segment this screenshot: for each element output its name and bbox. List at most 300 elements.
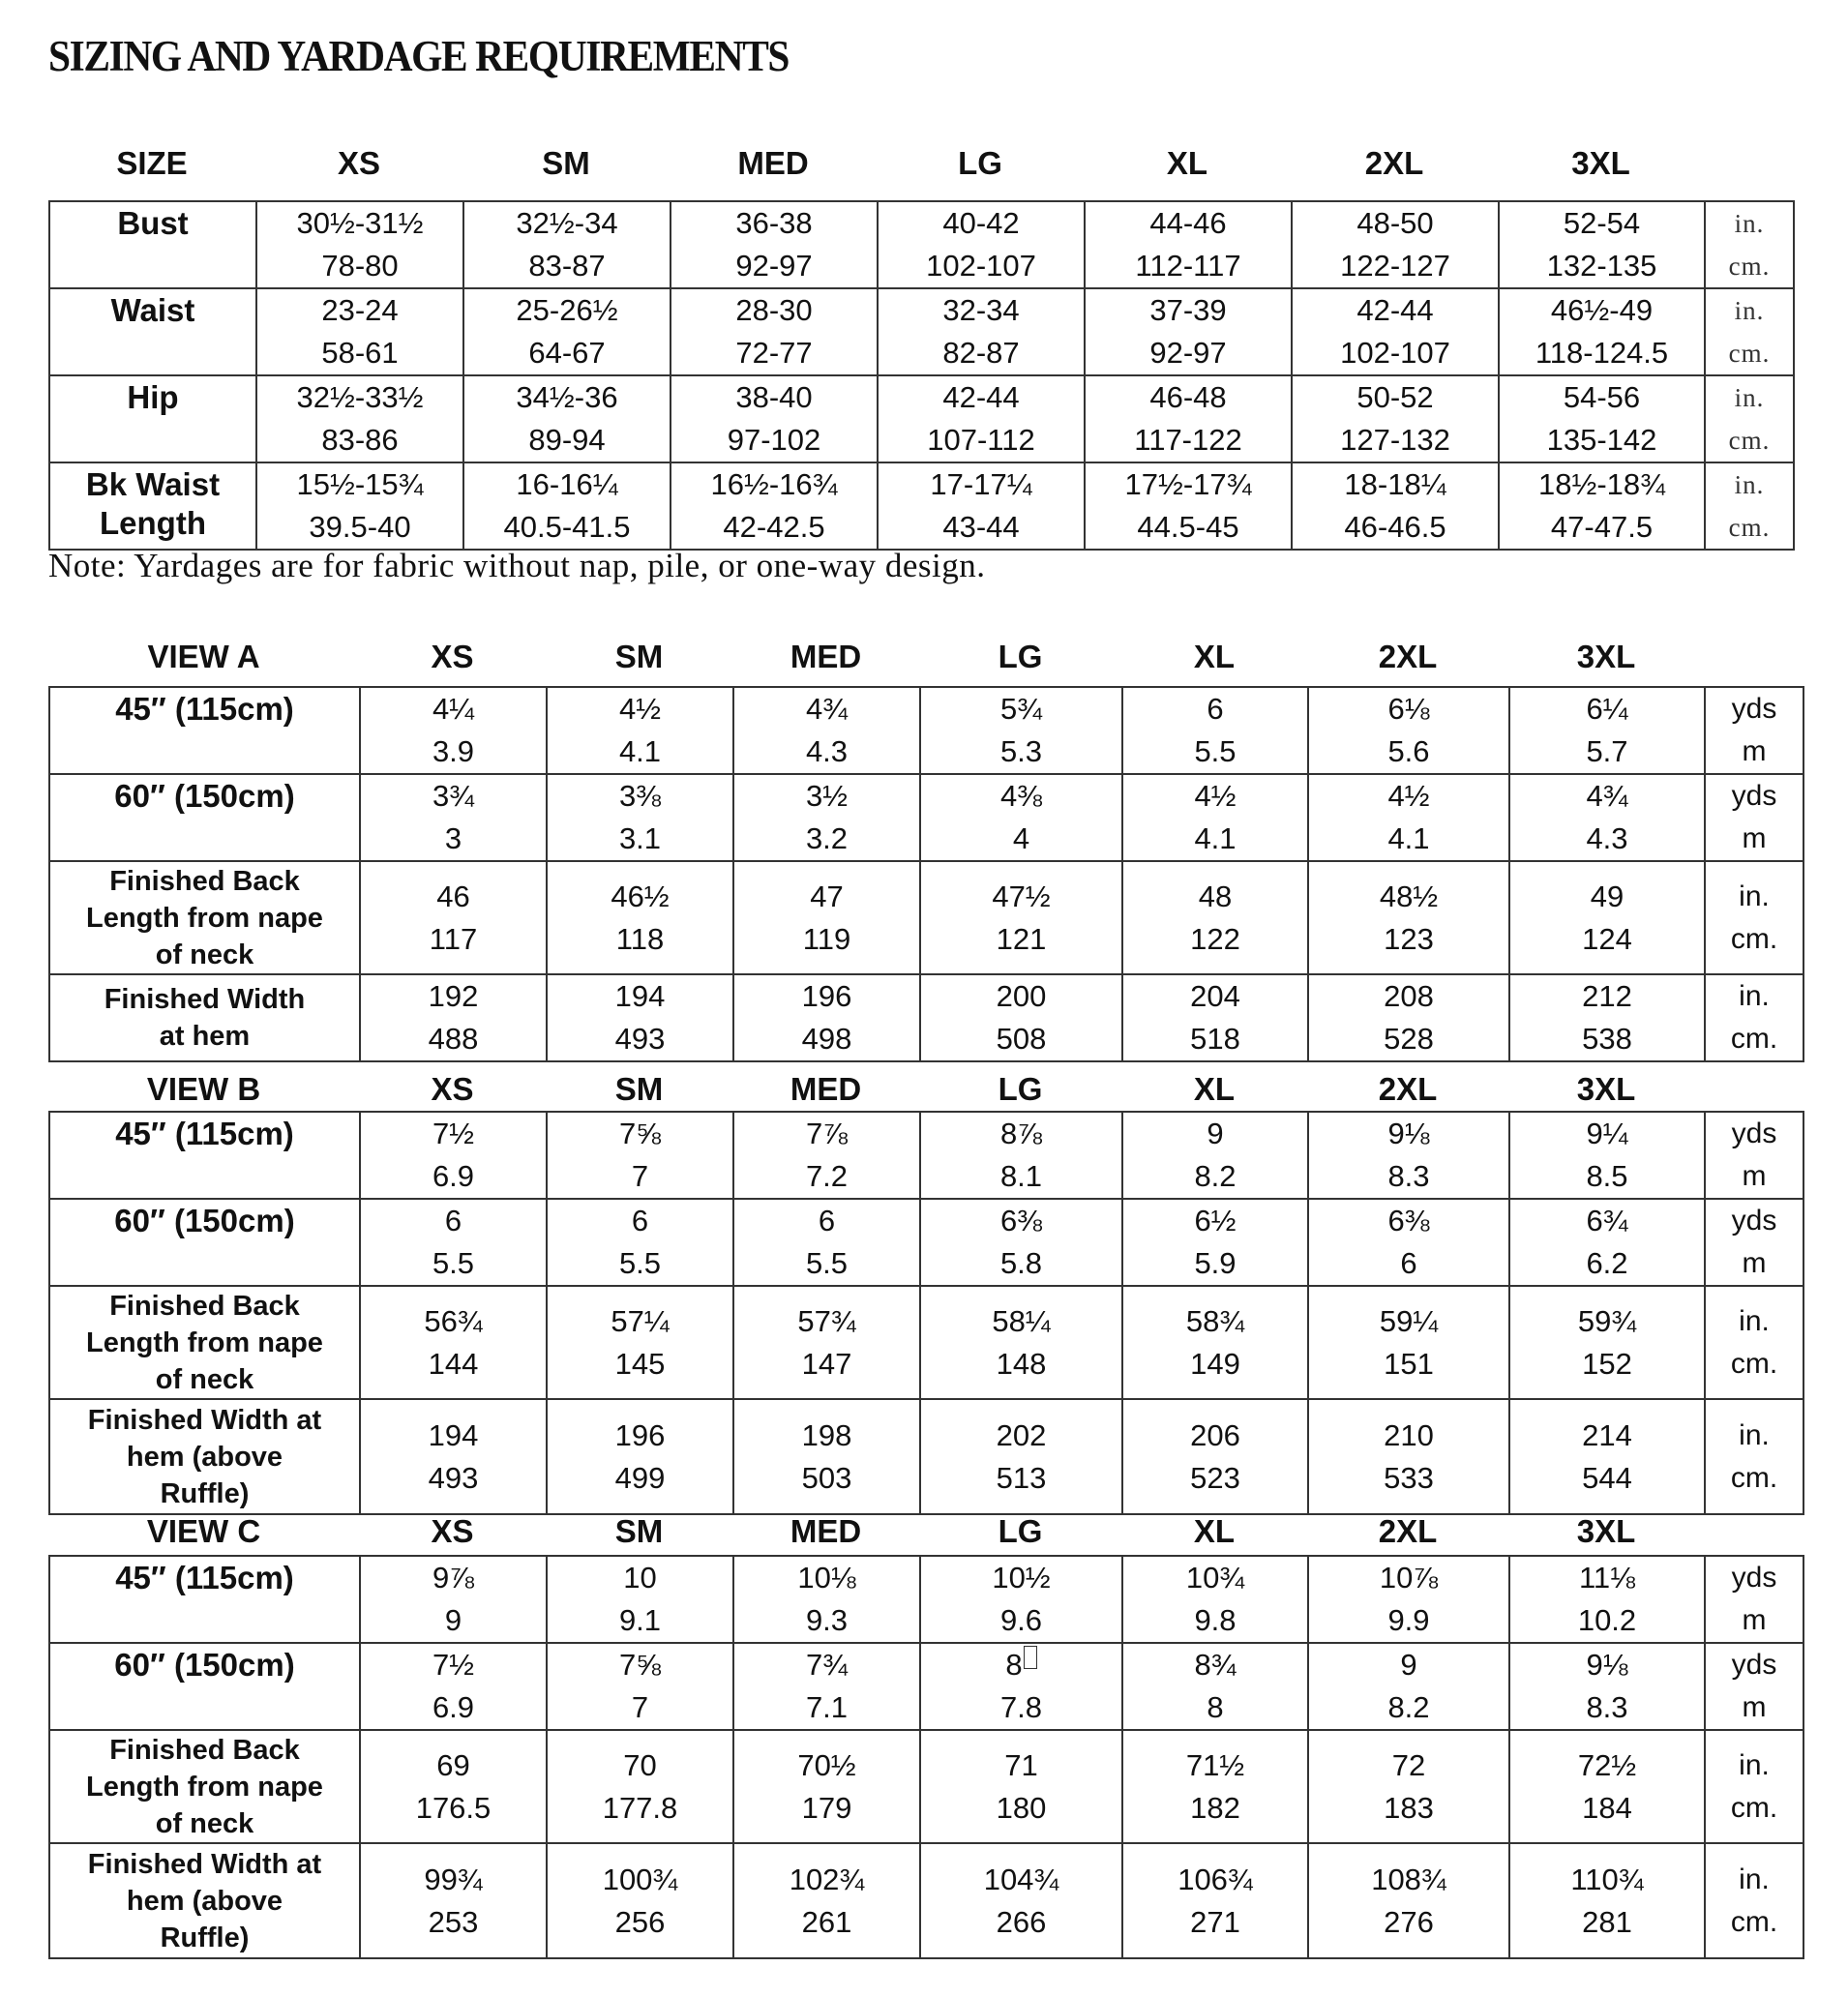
cm-value: 107-112 [927, 423, 1035, 457]
yardage-cell [547, 1730, 733, 1843]
primary-value-text: 9⅛ [1586, 1648, 1628, 1682]
secondary-value: 8.2 [1194, 1159, 1237, 1193]
unit-secondary: cm. [1730, 1461, 1778, 1494]
size-column-header: XL [1166, 145, 1208, 181]
measurement-cell [1085, 462, 1292, 550]
secondary-value: 253 [428, 1904, 479, 1939]
row-label [49, 1643, 360, 1730]
primary-value [1309, 1644, 1508, 1686]
primary-value-text: 59¼ [1379, 1303, 1439, 1338]
measurement-cell [463, 375, 671, 462]
primary-value [921, 1859, 1121, 1901]
secondary-value: 8.3 [1586, 1690, 1628, 1724]
row-label-line: Finished Back [109, 1290, 300, 1322]
primary-value-text: 48½ [1379, 879, 1439, 913]
primary-value [548, 688, 732, 730]
yardage-cell [1122, 861, 1308, 974]
primary-value [921, 1415, 1121, 1457]
primary-value [1510, 1113, 1704, 1155]
inches-value: 42-44 [1356, 293, 1434, 327]
primary-value-text: 192 [428, 979, 479, 1013]
secondary-value: 513 [996, 1460, 1047, 1495]
size-column-header: LG [998, 1071, 1043, 1107]
measurement-cell [1499, 288, 1705, 375]
primary-value [361, 775, 546, 818]
yardage-cell [1509, 1199, 1705, 1286]
primary-value-text: 49 [1590, 879, 1624, 913]
secondary-value: 261 [801, 1904, 852, 1939]
primary-value [361, 1644, 546, 1686]
row-label-line: hem (above [126, 1885, 283, 1917]
secondary-value: 488 [428, 1022, 479, 1056]
primary-value-text: 48 [1198, 879, 1233, 913]
primary-value-text: 8 [1005, 1648, 1023, 1682]
row-label [49, 687, 360, 774]
measurement-cell [1292, 201, 1499, 288]
yardage-cell [733, 1843, 920, 1958]
primary-value [361, 1744, 546, 1787]
primary-value [1123, 688, 1307, 730]
cm-value: 132-135 [1546, 249, 1657, 283]
primary-value [1123, 1300, 1307, 1343]
inches-value: 48-50 [1356, 206, 1434, 240]
primary-value [548, 1859, 732, 1901]
cm-value: 112-117 [1135, 249, 1241, 283]
inches-value: 54-56 [1563, 380, 1641, 414]
yardage-cell [1122, 1399, 1308, 1514]
primary-value-text: 56¾ [424, 1303, 483, 1338]
size-column-header: XS [337, 145, 381, 181]
size-row-bk-waist-length [49, 462, 1794, 550]
secondary-value: 118 [615, 921, 665, 956]
primary-value [1510, 1557, 1704, 1599]
primary-value [921, 1200, 1121, 1242]
row-label-line: of neck [155, 1363, 254, 1395]
size-column-header: MED [790, 1513, 862, 1549]
measurement-cell [1292, 375, 1499, 462]
yardage-cell [547, 974, 733, 1061]
cm-value: 92-97 [735, 249, 813, 283]
secondary-value: 5.5 [432, 1246, 475, 1280]
secondary-value: 4.1 [1387, 821, 1430, 855]
primary-value-text: 7⅞ [805, 1117, 849, 1150]
row-label-text: Waist [110, 292, 195, 328]
primary-value [548, 876, 732, 918]
primary-value [1510, 975, 1704, 1018]
size-column-header: 2XL [1378, 639, 1438, 674]
yardage-cell [1308, 974, 1509, 1061]
secondary-value: 508 [996, 1022, 1047, 1056]
secondary-value: 177.8 [602, 1790, 678, 1825]
row-label [49, 288, 256, 375]
primary-value-text: 57¼ [611, 1303, 670, 1338]
primary-value [1309, 1200, 1508, 1242]
primary-value [1309, 1859, 1508, 1901]
yardage-cell [1509, 1730, 1705, 1843]
yardage-cell [360, 1286, 547, 1399]
secondary-value: 9.3 [805, 1603, 849, 1637]
inches-value: 25-26½ [516, 293, 618, 327]
primary-value [1510, 1644, 1704, 1686]
row-label-line: of neck [155, 1807, 254, 1839]
primary-value-text: 202 [996, 1417, 1047, 1452]
unit-inches: in. [1734, 209, 1765, 238]
measurement-cell [1085, 375, 1292, 462]
primary-value [548, 1113, 732, 1155]
size-column-header: 3XL [1571, 145, 1630, 181]
row-label-line: Bk Waist [85, 466, 221, 502]
primary-value [1309, 975, 1508, 1018]
secondary-value: 271 [1190, 1904, 1240, 1939]
yardage-cell [1122, 687, 1308, 774]
yardage-cell [920, 774, 1122, 861]
missing-glyph-icon [1024, 1646, 1037, 1669]
primary-value [734, 1744, 919, 1787]
primary-value-text: 212 [1582, 979, 1632, 1013]
row-label-line: Ruffle) [160, 1922, 250, 1953]
secondary-value: 3 [444, 821, 462, 855]
primary-value-text: 4¾ [1586, 779, 1628, 813]
yardage-cell [547, 774, 733, 861]
secondary-value: 4.3 [805, 734, 849, 768]
yardage-cell [920, 1199, 1122, 1286]
yardage-cell [360, 1730, 547, 1843]
row-label-line: hem (above [126, 1441, 283, 1473]
yardage-cell [920, 1643, 1122, 1730]
unit-cm: cm. [1728, 339, 1771, 368]
unit-secondary: m [1742, 1247, 1767, 1279]
cm-value: 78-80 [321, 249, 399, 283]
size-row-bust [49, 201, 1794, 288]
unit-cm: cm. [1728, 252, 1771, 281]
secondary-value: 7.8 [999, 1690, 1043, 1724]
row-label [49, 1199, 360, 1286]
yardage-cell [360, 687, 547, 774]
inches-value: 46-48 [1149, 380, 1227, 414]
primary-value [921, 1644, 1121, 1686]
inches-value: 44-46 [1149, 206, 1227, 240]
yardage-cell [1122, 1643, 1308, 1730]
row-label-line: Length from nape [86, 902, 323, 934]
inches-value: 46½-49 [1550, 293, 1654, 327]
inches-value: 34½-36 [516, 380, 618, 414]
unit-cell [1705, 687, 1803, 774]
row-label-line: 45″ (115cm) [115, 1560, 294, 1595]
size-column-header: SM [614, 1513, 664, 1549]
size-column-header: LG [998, 1513, 1043, 1549]
view-label: VIEW B [146, 1071, 261, 1107]
cm-value: 72-77 [735, 336, 813, 370]
size-column-header: 3XL [1576, 639, 1636, 674]
row-label-line: Length [100, 505, 206, 541]
yardage-cell [547, 1199, 733, 1286]
size-column-header: XL [1193, 1513, 1236, 1549]
secondary-value: 256 [614, 1904, 666, 1939]
cm-value: 127-132 [1340, 423, 1450, 457]
measurement-cell [878, 201, 1085, 288]
size-column-header: SM [614, 639, 664, 674]
yardage-cell [733, 774, 920, 861]
primary-value-text: 70 [623, 1747, 657, 1782]
primary-value-text: 58¼ [992, 1303, 1051, 1338]
size-column-header: XL [1193, 1071, 1236, 1107]
secondary-value: 281 [1582, 1904, 1632, 1939]
primary-value-text: 5¾ [999, 692, 1043, 726]
primary-value [548, 975, 732, 1018]
size-header-label: SIZE [116, 145, 188, 181]
unit-cm: cm. [1728, 513, 1771, 542]
yardage-row [49, 1843, 1803, 1958]
yardage-cell [1308, 1399, 1509, 1514]
primary-value [1309, 775, 1508, 818]
yardage-row [49, 861, 1803, 974]
primary-value [1123, 1644, 1307, 1686]
inches-value: 28-30 [735, 293, 813, 327]
yardage-cell [360, 1843, 547, 1958]
primary-value [1123, 1744, 1307, 1787]
primary-value [734, 876, 919, 918]
unit-secondary: m [1742, 822, 1767, 854]
measurement-cell [878, 288, 1085, 375]
unit-primary: yds [1731, 1649, 1777, 1681]
inches-value: 42-44 [942, 380, 1020, 414]
row-label [49, 375, 256, 462]
yardage-cell [1308, 1730, 1509, 1843]
primary-value-text: 72½ [1577, 1747, 1637, 1782]
primary-value [548, 1200, 732, 1242]
yardage-table [48, 686, 1804, 1062]
primary-value [548, 1644, 732, 1686]
yardage-row [49, 687, 1803, 774]
secondary-value: 538 [1582, 1022, 1632, 1056]
size-column-header: LG [958, 145, 1002, 181]
secondary-value: 7.1 [805, 1690, 849, 1724]
inches-value: 16-16¼ [516, 467, 618, 501]
primary-value [734, 1644, 919, 1686]
yardage-cell [1509, 1112, 1705, 1199]
size-column-header: XS [431, 639, 474, 674]
yardage-cell [1509, 1843, 1705, 1958]
unit-inches: in. [1734, 383, 1765, 412]
inches-value: 18½-18¾ [1538, 467, 1665, 501]
primary-value [361, 876, 546, 918]
yardage-cell [920, 1399, 1122, 1514]
secondary-value: 518 [1190, 1022, 1240, 1056]
secondary-value: 493 [428, 1460, 479, 1495]
primary-value-text: 8⅞ [999, 1117, 1043, 1150]
primary-value-text: 8¾ [1194, 1648, 1237, 1682]
primary-value [361, 688, 546, 730]
yardage-cell [733, 1199, 920, 1286]
primary-value-text: 70½ [797, 1747, 856, 1782]
secondary-value: 3.1 [618, 821, 662, 855]
inches-value: 36-38 [735, 206, 813, 240]
yardage-cell [360, 1199, 547, 1286]
inches-value: 18-18¼ [1344, 467, 1446, 501]
secondary-value: 119 [802, 921, 851, 956]
secondary-value: 121 [996, 921, 1047, 956]
primary-value-text: 4½ [1194, 779, 1237, 813]
primary-value [734, 1557, 919, 1599]
unit-primary: in. [1739, 879, 1770, 912]
cm-value: 83-86 [321, 423, 399, 457]
unit-cell [1705, 1112, 1803, 1199]
unit-cell [1705, 1643, 1803, 1730]
measurement-cell [1085, 288, 1292, 375]
yardage-cell [547, 687, 733, 774]
unit-secondary: m [1742, 1604, 1767, 1636]
unit-cell [1705, 1286, 1803, 1399]
secondary-value: 176.5 [415, 1790, 492, 1825]
yardage-cell [733, 1556, 920, 1643]
yardage-cell [733, 1112, 920, 1199]
primary-value-text: 208 [1384, 979, 1434, 1013]
inches-value: 32½-34 [516, 206, 618, 240]
unit-primary: yds [1731, 780, 1777, 812]
secondary-value: 528 [1384, 1022, 1434, 1056]
primary-value-text: 4¾ [805, 692, 849, 726]
secondary-value: 5.7 [1586, 734, 1628, 768]
primary-value-text: 46½ [611, 879, 670, 913]
primary-value-text: 9⅞ [432, 1561, 475, 1595]
secondary-value: 151 [1384, 1346, 1434, 1381]
size-column-header: 2XL [1364, 145, 1424, 181]
measurement-cell [671, 201, 878, 288]
primary-value [1123, 1415, 1307, 1457]
inches-value: 16½-16¾ [710, 467, 838, 501]
measurement-cell [1499, 201, 1705, 288]
row-label-line: Finished Width at [87, 1404, 322, 1436]
inches-value: 52-54 [1563, 206, 1641, 240]
measurement-cell [463, 462, 671, 550]
measurement-cell [463, 288, 671, 375]
secondary-value: 8.5 [1586, 1159, 1628, 1193]
primary-value-text: 106¾ [1177, 1862, 1253, 1896]
primary-value [1309, 1300, 1508, 1343]
primary-value [361, 1113, 546, 1155]
unit-cell [1705, 1730, 1803, 1843]
cm-value: 82-87 [942, 336, 1020, 370]
row-label-line: Ruffle) [160, 1477, 250, 1509]
yardage-cell [360, 1399, 547, 1514]
cm-value: 64-67 [528, 336, 606, 370]
primary-value [1309, 688, 1508, 730]
primary-value-text: 69 [436, 1747, 470, 1782]
yardage-cell [733, 1643, 920, 1730]
inches-value: 32-34 [942, 293, 1020, 327]
primary-value-text: 71½ [1185, 1747, 1245, 1782]
secondary-value: 9.9 [1387, 1603, 1430, 1637]
primary-value-text: 200 [996, 979, 1047, 1013]
primary-value-text: 104¾ [983, 1862, 1059, 1896]
unit-secondary: cm. [1730, 1347, 1778, 1380]
cm-value: 102-107 [926, 249, 1036, 283]
secondary-value: 8 [1207, 1690, 1224, 1724]
primary-value-text: 9¼ [1586, 1117, 1628, 1150]
unit-cell [1705, 861, 1803, 974]
secondary-value: 276 [1384, 1904, 1434, 1939]
cm-value: 40.5-41.5 [503, 510, 631, 544]
row-label-line: Finished Width [104, 984, 306, 1015]
row-label [49, 462, 256, 550]
secondary-value: 498 [801, 1022, 852, 1056]
row-label [49, 974, 360, 1061]
measurement-cell [256, 201, 463, 288]
primary-value [734, 1113, 919, 1155]
view-label: VIEW C [146, 1513, 261, 1549]
size-column-header: MED [737, 145, 809, 181]
yardage-cell [1308, 1199, 1509, 1286]
primary-value [548, 1557, 732, 1599]
yardage-cell [1308, 1843, 1509, 1958]
primary-value-text: 72 [1391, 1747, 1426, 1782]
secondary-value: 123 [1384, 921, 1434, 956]
primary-value [921, 1113, 1121, 1155]
primary-value-text: 6½ [1194, 1204, 1237, 1237]
measurement-cell [256, 462, 463, 550]
unit-cell [1705, 375, 1794, 462]
cm-value: 135-142 [1546, 423, 1657, 457]
yardage-cell [1509, 774, 1705, 861]
measurement-cell [878, 462, 1085, 550]
primary-value-text: 4½ [1387, 779, 1430, 813]
measurement-cell [878, 375, 1085, 462]
row-label [49, 1399, 360, 1514]
yardage-cell [920, 687, 1122, 774]
row-label-line: Finished Back [109, 1734, 300, 1766]
unit-primary: yds [1731, 1205, 1777, 1237]
row-label [49, 201, 256, 288]
primary-value-text: 7¾ [805, 1648, 849, 1682]
size-column-header: SM [542, 145, 590, 181]
yardage-row [49, 1399, 1803, 1514]
primary-value [921, 775, 1121, 818]
unit-inches: in. [1734, 470, 1765, 499]
yardage-row [49, 1643, 1803, 1730]
primary-value-text: 6¾ [1586, 1204, 1628, 1237]
inches-value: 32½-33½ [296, 380, 424, 414]
primary-value-text: 11⅛ [1578, 1561, 1636, 1595]
yardage-cell [547, 861, 733, 974]
unit-secondary: cm. [1730, 922, 1778, 955]
yardage-table [48, 1555, 1804, 1959]
primary-value-text: 196 [614, 1417, 666, 1452]
primary-value [548, 1415, 732, 1457]
cm-value: 92-97 [1149, 336, 1227, 370]
secondary-value: 10.2 [1577, 1603, 1637, 1637]
yardage-cell [1509, 861, 1705, 974]
yardage-cell [1509, 1643, 1705, 1730]
unit-cell [1705, 1843, 1803, 1958]
secondary-value: 5.5 [1194, 734, 1237, 768]
row-label-line: Finished Back [109, 865, 300, 897]
yardage-cell [1122, 774, 1308, 861]
primary-value [734, 1200, 919, 1242]
measurement-cell [1499, 375, 1705, 462]
primary-value [1510, 876, 1704, 918]
yardage-cell [360, 861, 547, 974]
yardage-cell [360, 974, 547, 1061]
primary-value [548, 1744, 732, 1787]
primary-value-text: 4½ [618, 692, 662, 726]
cm-value: 39.5-40 [309, 510, 411, 544]
cm-value: 89-94 [528, 423, 606, 457]
primary-value-text: 10⅛ [797, 1561, 856, 1595]
unit-cell [1705, 1199, 1803, 1286]
primary-value-text: 10⅞ [1379, 1561, 1439, 1595]
size-column-header: XL [1193, 639, 1236, 674]
primary-value [1123, 1200, 1307, 1242]
